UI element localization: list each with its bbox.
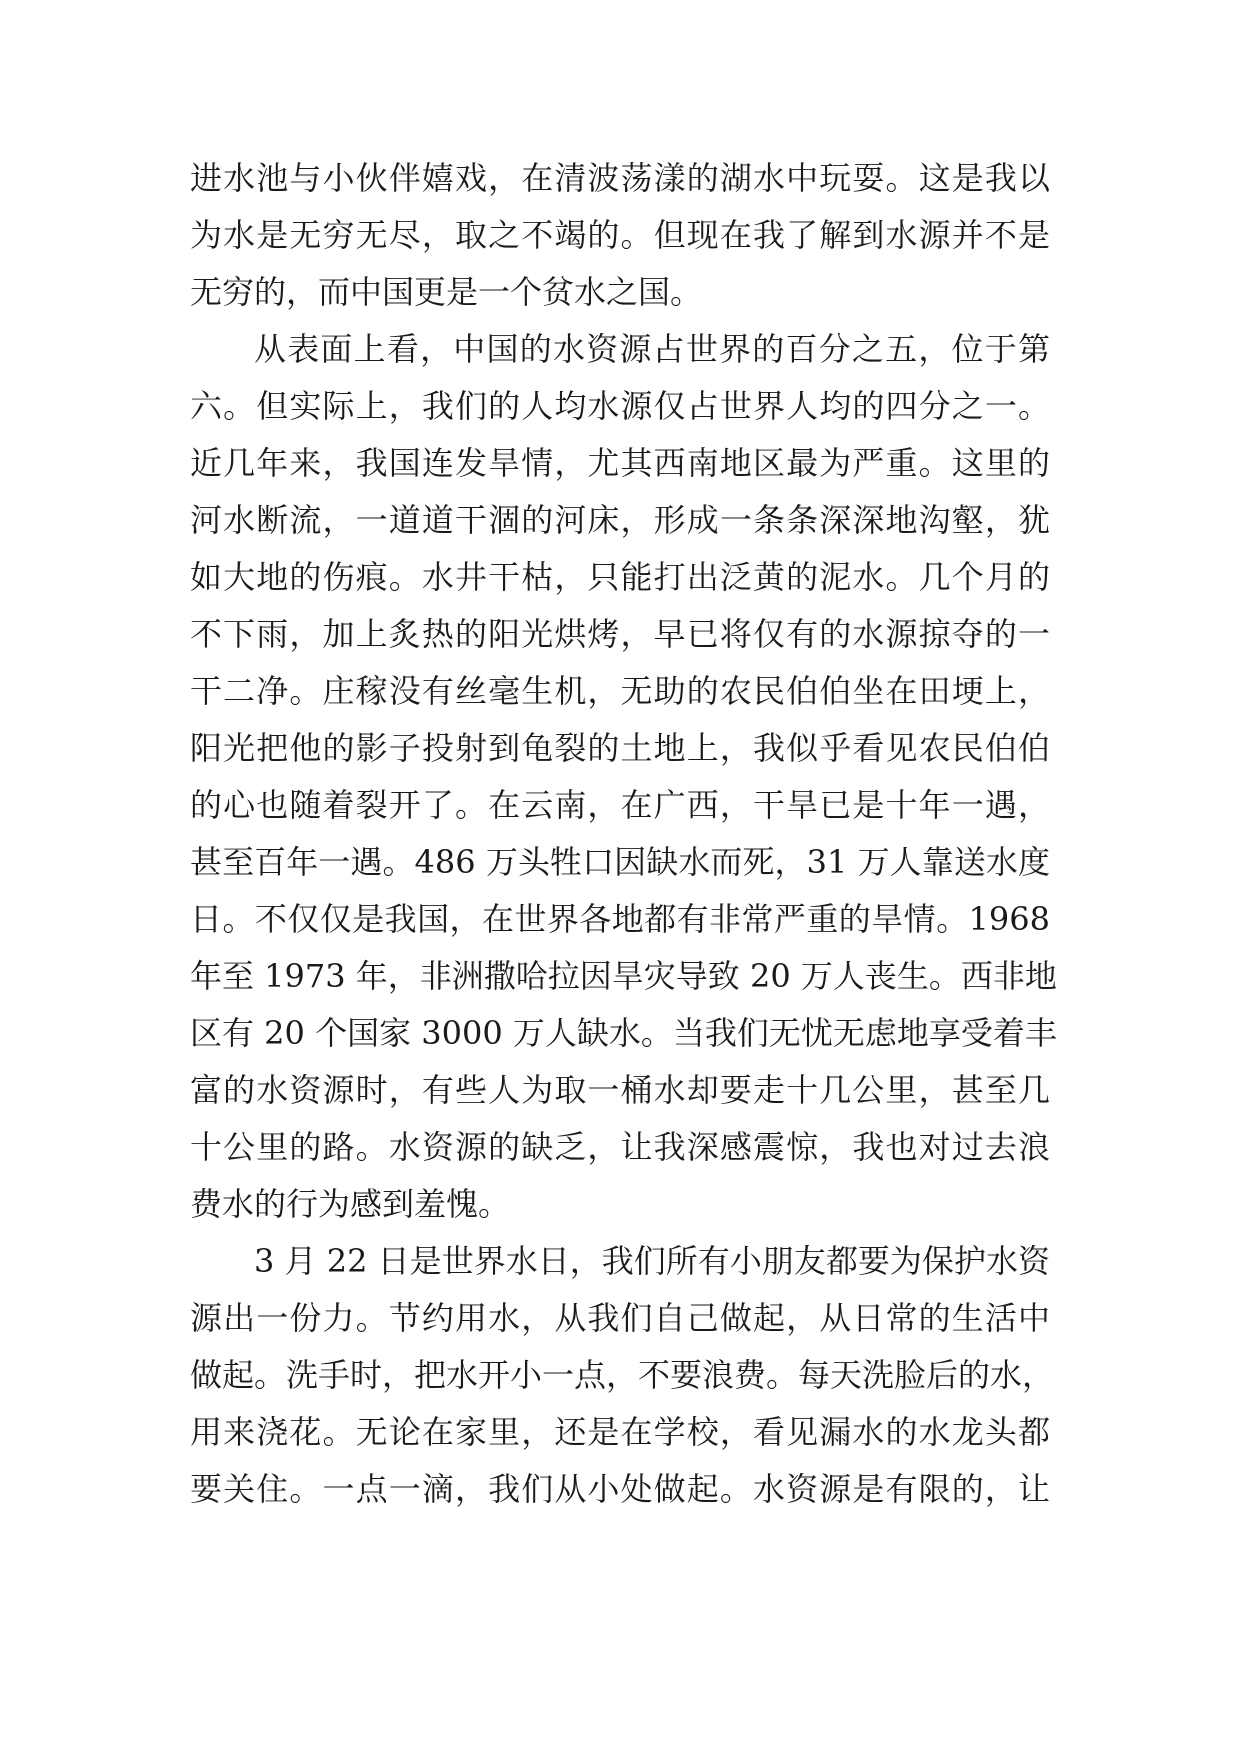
text-line: 如大地的伤痕。水井干枯，只能打出泛黄的泥水。几个月的: [190, 558, 1050, 596]
text-line: 不下雨，加上炙热的阳光烘烤，早已将仅有的水源掠夺的一: [190, 615, 1050, 653]
document-body: [190, 150, 1057, 1518]
text-line: 3 月 22 日是世界水日，我们所有小朋友都要为保护水资: [254, 1242, 1050, 1280]
text-line: 十公里的路。水资源的缺乏，让我深感震惊，我也对过去浪: [190, 1128, 1050, 1166]
text-line: 从表面上看，中国的水资源占世界的百分之五，位于第: [254, 330, 1050, 368]
text-line: 为水是无穷无尽，取之不竭的。但现在我了解到水源并不是: [190, 216, 1050, 254]
text-line: 日。不仅仅是我国，在世界各地都有非常严重的旱情。1968: [190, 900, 1050, 938]
text-line: 的心也随着裂开了。在云南，在广西，干旱已是十年一遇，: [190, 786, 1050, 824]
text-line: 要关住。一点一滴，我们从小处做起。水资源是有限的，让: [190, 1470, 1050, 1508]
text-line: 做起。洗手时，把水开小一点，不要浪费。每天洗脸后的水，: [190, 1356, 1055, 1394]
text-line: 甚至百年一遇。486 万头牲口因缺水而死，31 万人靠送水度: [190, 843, 1050, 881]
text-line: 近几年来，我国连发旱情，尤其西南地区最为严重。这里的: [190, 444, 1050, 482]
text-line: 阳光把他的影子投射到龟裂的土地上，我似乎看见农民伯伯: [190, 729, 1050, 767]
text-line: 富的水资源时，有些人为取一桶水却要走十几公里，甚至几: [190, 1071, 1050, 1109]
text-line: 无穷的，而中国更是一个贫水之国。: [190, 273, 703, 311]
text-line: 河水断流，一道道干涸的河床，形成一条条深深地沟壑，犹: [190, 501, 1050, 539]
text-line: 干二净。庄稼没有丝毫生机，无助的农民伯伯坐在田埂上，: [190, 672, 1050, 710]
text-line: 源出一份力。节约用水，从我们自己做起，从日常的生活中: [190, 1299, 1050, 1337]
text-line: 六。但实际上，我们的人均水源仅占世界人均的四分之一。: [190, 387, 1050, 425]
text-line: 进水池与小伙伴嬉戏，在清波荡漾的湖水中玩耍。这是我以: [190, 159, 1050, 197]
text-line: 费水的行为感到羞愧。: [190, 1185, 511, 1223]
text-line: 区有 20 个国家 3000 万人缺水。当我们无忧无虑地享受着丰: [190, 1014, 1057, 1052]
text-line: 年至 1973 年，非洲撒哈拉因旱灾导致 20 万人丧生。西非地: [190, 957, 1057, 995]
text-line: 用来浇花。无论在家里，还是在学校，看见漏水的水龙头都: [190, 1413, 1050, 1451]
